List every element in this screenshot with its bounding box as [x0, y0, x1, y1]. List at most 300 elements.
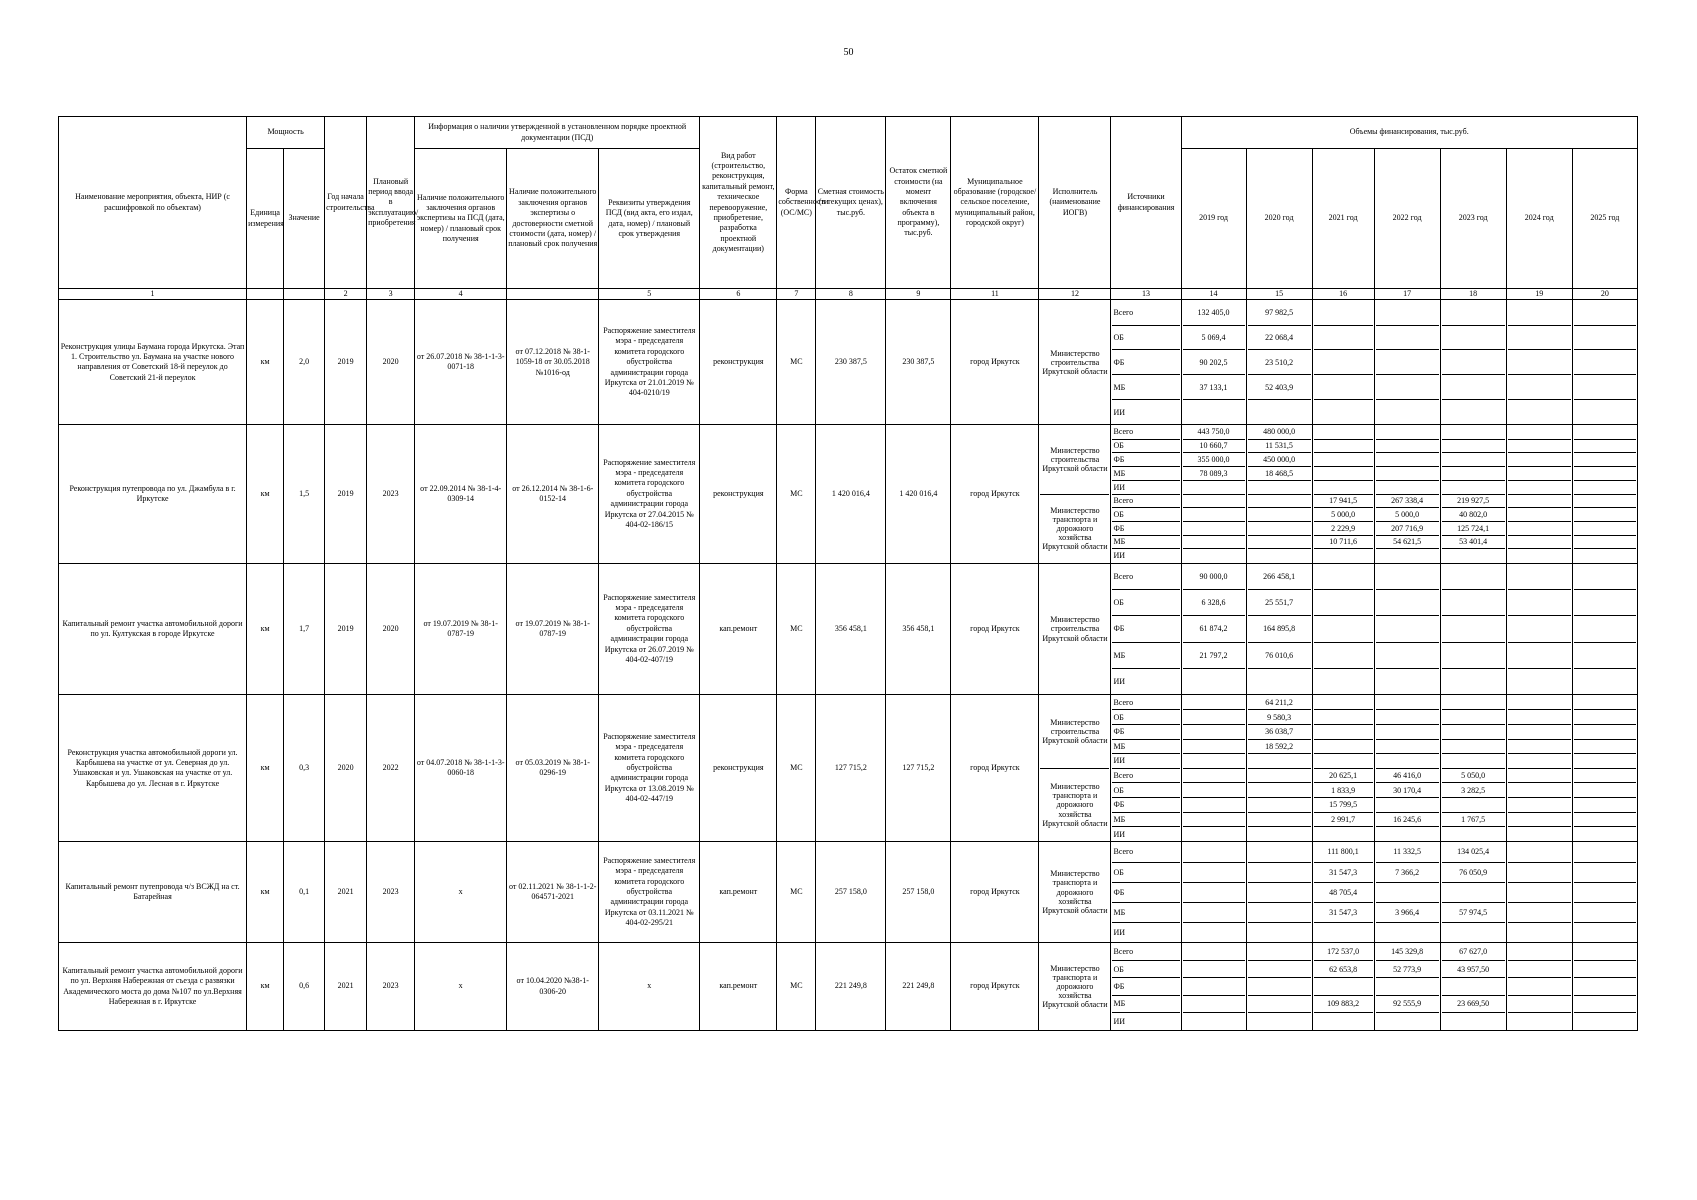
funding-amount	[1183, 695, 1245, 710]
year-funding-cell	[1506, 425, 1572, 563]
funding-amount	[1376, 453, 1439, 467]
year-funding-split	[1314, 695, 1373, 841]
year-funding-cell	[1440, 300, 1506, 425]
funding-amount	[1574, 882, 1636, 902]
sources-cell	[1111, 563, 1181, 695]
funding-amount: 2 229,9	[1314, 521, 1373, 535]
funding-source: МБ	[1112, 535, 1179, 549]
funding-amount: 132 405,0	[1183, 300, 1245, 325]
remaining-cost: 230 387,5	[886, 300, 951, 425]
year-funding-cell	[1572, 563, 1637, 695]
funding-amount	[1183, 668, 1245, 694]
year-funding-cell	[1246, 425, 1312, 563]
year-funding-split	[1314, 300, 1373, 424]
sources-split	[1112, 425, 1179, 562]
executor-split	[1040, 564, 1109, 695]
year-funding-cell	[1506, 695, 1572, 842]
funding-amount	[1376, 668, 1439, 694]
year-funding-cell	[1181, 563, 1246, 695]
funding-amount	[1574, 724, 1636, 739]
funding-amount	[1442, 827, 1505, 842]
cost-conclusion: от 05.03.2019 № 38-1-0296-19	[507, 695, 599, 842]
funding-amount	[1376, 710, 1439, 725]
funding-amount	[1442, 922, 1505, 942]
funding-amount	[1574, 350, 1636, 375]
year-funding-split	[1183, 425, 1245, 562]
year-funding-cell	[1572, 300, 1637, 425]
funding-amount: 78 089,3	[1183, 467, 1245, 481]
funding-source: ФБ	[1112, 978, 1179, 995]
funding-amount	[1442, 375, 1505, 400]
column-number: 8	[816, 289, 886, 300]
funding-amount	[1376, 754, 1439, 769]
funding-amount: 164 895,8	[1248, 616, 1311, 642]
column-number: 3	[367, 289, 415, 300]
funding-amount	[1508, 467, 1571, 481]
funding-amount	[1376, 400, 1439, 425]
funding-amount: 266 458,1	[1248, 564, 1311, 590]
funding-source: ИИ	[1113, 407, 1126, 417]
header-start-year: Год начала строительства	[325, 117, 367, 289]
funding-amount: 5 000,0	[1376, 508, 1439, 522]
funding-amount	[1248, 943, 1311, 960]
project-name: Капитальный ремонт участка автомобильной дороги по ул. Верхняя Набережная от съезда с развязки Академического моста до дома №107 по ул.Верхняя Набережная в г. Иркутске	[59, 943, 247, 1031]
funding-amount	[1314, 642, 1373, 668]
remaining-cost: 356 458,1	[886, 563, 951, 695]
year-funding-cell	[1246, 842, 1312, 943]
funding-amount: 145 329,8	[1376, 943, 1439, 960]
capacity-unit: км	[247, 842, 284, 943]
funding-amount: 125 724,1	[1442, 521, 1505, 535]
funding-amount: 61 874,2	[1183, 616, 1245, 642]
cost-conclusion: от 02.11.2021 № 38-1-1-2-064571-2021	[507, 842, 599, 943]
capacity-value: 0,3	[284, 695, 325, 842]
approval-details: Распоряжение заместителя мэра - председателя комитета городского обустройства администрации города Иркутска от 26.07.2019 № 404-02-407/19	[599, 563, 700, 695]
header-year: 2023 год	[1440, 149, 1506, 289]
municipality: город Иркутск	[951, 563, 1039, 695]
header-year: 2022 год	[1374, 149, 1440, 289]
header-estimated-cost: Сметная стоимость (в текущих ценах), тыс.руб.	[816, 117, 886, 289]
plan-year: 2022	[367, 695, 415, 842]
work-type: реконструкция	[700, 300, 777, 425]
sources-split	[1112, 564, 1179, 695]
capacity-unit: км	[247, 695, 284, 842]
funding-amount	[1376, 425, 1439, 439]
year-funding-split	[1183, 300, 1245, 424]
funding-amount	[1183, 768, 1245, 783]
municipality: город Иркутск	[951, 695, 1039, 842]
funding-amount: 52 403,9	[1248, 375, 1311, 400]
header-value: Значение	[284, 149, 325, 289]
funding-amount	[1248, 842, 1311, 862]
funding-amount	[1508, 783, 1571, 798]
header-municipality: Муниципальное образование (городское/сельское поселение, муниципальный район, городской округ)	[951, 117, 1039, 289]
funding-amount	[1376, 564, 1439, 590]
funding-amount	[1314, 400, 1373, 425]
column-number: 15	[1246, 289, 1312, 300]
column-number	[507, 289, 599, 300]
year-funding-split	[1574, 564, 1636, 695]
funding-amount	[1508, 902, 1571, 922]
funding-source: ИИ	[1113, 829, 1126, 839]
funding-amount: 7 366,2	[1376, 862, 1439, 882]
funding-amount	[1508, 827, 1571, 842]
year-funding-split	[1574, 695, 1636, 841]
funding-amount	[1183, 943, 1245, 960]
executor-cell	[1039, 300, 1111, 425]
funding-amount: 15 799,5	[1314, 797, 1373, 812]
funding-amount	[1574, 300, 1636, 325]
funding-amount	[1183, 922, 1245, 942]
funding-source: МБ	[1112, 642, 1179, 668]
funding-amount: 90 202,5	[1183, 350, 1245, 375]
year-funding-split	[1442, 564, 1505, 695]
funding-source: Всего	[1112, 695, 1179, 710]
executor-name: Министерство строительства Иркутской области	[1040, 695, 1109, 768]
funding-amount	[1314, 300, 1373, 325]
year-funding-cell	[1312, 943, 1374, 1031]
year-funding-cell	[1374, 695, 1440, 842]
funding-amount: 11 332,5	[1376, 842, 1439, 862]
project-row	[59, 300, 1638, 425]
expertise-conclusion: х	[415, 842, 507, 943]
column-number: 9	[886, 289, 951, 300]
funding-amount	[1574, 922, 1636, 942]
funding-amount	[1183, 724, 1245, 739]
funding-amount	[1248, 882, 1311, 902]
funding-source: МБ	[1112, 995, 1179, 1012]
funding-amount	[1508, 453, 1571, 467]
year-funding-cell	[1181, 943, 1246, 1031]
funding-amount	[1442, 797, 1505, 812]
funding-source: ОБ	[1112, 325, 1179, 350]
funding-source: МБ	[1112, 902, 1179, 922]
expertise-conclusion: от 26.07.2018 № 38-1-1-3-0071-18	[415, 300, 507, 425]
estimated-cost: 1 420 016,4	[816, 425, 886, 563]
funding-amount	[1442, 642, 1505, 668]
start-year: 2019	[325, 300, 367, 425]
funding-amount	[1508, 882, 1571, 902]
funding-amount	[1314, 467, 1373, 481]
year-funding-split	[1248, 842, 1311, 942]
header-approval-details: Реквизиты утверждения ПСД (вид акта, его издал, дата, номер) / плановый срок утверждения	[599, 149, 700, 289]
column-number	[284, 289, 325, 300]
year-funding-cell	[1312, 300, 1374, 425]
year-funding-cell	[1312, 425, 1374, 563]
funding-amount	[1508, 943, 1571, 960]
year-funding-split	[1314, 564, 1373, 695]
funding-amount	[1508, 508, 1571, 522]
year-funding-cell	[1312, 695, 1374, 842]
year-funding-cell	[1572, 695, 1637, 842]
funding-source: МБ	[1112, 739, 1179, 754]
funding-amount	[1508, 724, 1571, 739]
funding-amount	[1574, 827, 1636, 842]
project-row	[59, 563, 1638, 695]
funding-amount	[1183, 400, 1245, 425]
project-name: Реконструкция улицы Баумана города Иркутска. Этап 1. Строительство ул. Баумана на участке нового направления от Советский 18-й переулок до Советский 21-й переулок	[59, 300, 247, 425]
funding-amount	[1248, 768, 1311, 783]
executor-cell	[1039, 563, 1111, 695]
start-year: 2021	[325, 943, 367, 1031]
funding-amount	[1376, 467, 1439, 481]
funding-source: МБ	[1112, 375, 1179, 400]
cost-conclusion: от 10.04.2020 №38-1-0306-20	[507, 943, 599, 1031]
funding-amount: 36 038,7	[1248, 724, 1311, 739]
funding-amount	[1442, 564, 1505, 590]
year-funding-split	[1442, 695, 1505, 841]
funding-amount	[1248, 783, 1311, 798]
year-funding-split	[1183, 842, 1245, 942]
executor-cell	[1039, 943, 1111, 1031]
funding-amount	[1574, 494, 1636, 508]
funding-amount	[1183, 494, 1245, 508]
header-year: 2021 год	[1312, 149, 1374, 289]
year-funding-split	[1442, 425, 1505, 562]
funding-amount	[1508, 768, 1571, 783]
funding-source: ОБ	[1112, 783, 1179, 798]
funding-amount	[1183, 710, 1245, 725]
funding-amount	[1508, 797, 1571, 812]
executor-name: Министерство транспорта и дорожного хозяйства Иркутской области	[1042, 963, 1108, 1010]
year-funding-cell	[1246, 300, 1312, 425]
funding-amount: 52 773,9	[1376, 961, 1439, 978]
year-funding-cell	[1246, 943, 1312, 1031]
funding-amount	[1314, 439, 1373, 453]
year-funding-split	[1183, 695, 1245, 841]
municipality: город Иркутск	[951, 943, 1039, 1031]
cost-conclusion: от 26.12.2014 № 38-1-6-0152-14	[507, 425, 599, 563]
funding-amount	[1442, 425, 1505, 439]
funding-amount	[1376, 797, 1439, 812]
header-plan-period: Плановый период ввода в эксплуатацию/приобретения	[367, 117, 415, 289]
column-number: 4	[415, 289, 507, 300]
header-sources: Источники финансирования	[1111, 117, 1181, 289]
funding-amount	[1574, 508, 1636, 522]
year-funding-split	[1574, 425, 1636, 562]
column-number: 18	[1440, 289, 1506, 300]
year-funding-split	[1314, 842, 1373, 942]
funding-amount	[1508, 862, 1571, 882]
column-number: 12	[1039, 289, 1111, 300]
funding-source: ОБ	[1112, 590, 1179, 616]
column-number: 13	[1111, 289, 1181, 300]
year-funding-cell	[1506, 842, 1572, 943]
remaining-cost: 127 715,2	[886, 695, 951, 842]
funding-amount: 23 669,50	[1442, 995, 1505, 1012]
funding-amount	[1314, 695, 1373, 710]
funding-amount: 40 802,0	[1442, 508, 1505, 522]
funding-amount	[1574, 978, 1636, 995]
funding-amount	[1248, 508, 1311, 522]
funding-amount	[1376, 480, 1439, 494]
funding-amount	[1574, 754, 1636, 769]
funding-amount	[1574, 862, 1636, 882]
plan-year: 2023	[367, 842, 415, 943]
executor-split	[1040, 695, 1109, 841]
year-funding-split	[1442, 943, 1505, 1030]
header-remaining-cost: Остаток сметной стоимости (на момент включения объекта в программу), тыс.руб.	[886, 117, 951, 289]
funding-amount	[1574, 842, 1636, 862]
year-funding-split	[1248, 300, 1311, 424]
funding-amount	[1183, 812, 1245, 827]
capacity-value: 1,7	[284, 563, 325, 695]
funding-amount	[1508, 564, 1571, 590]
funding-amount	[1248, 754, 1311, 769]
approval-details: Распоряжение заместителя мэра - председателя комитета городского обустройства администрации города Иркутска от 03.11.2021 № 404-02-295/21	[599, 842, 700, 943]
funding-source: ФБ	[1112, 521, 1179, 535]
funding-amount: 450 000,0	[1248, 453, 1311, 467]
funding-amount	[1508, 695, 1571, 710]
expertise-conclusion: х	[415, 943, 507, 1031]
funding-amount: 5 050,0	[1442, 768, 1505, 783]
funding-source: ФБ	[1112, 616, 1179, 642]
funding-amount	[1442, 480, 1505, 494]
column-number: 7	[777, 289, 816, 300]
funding-amount	[1508, 535, 1571, 549]
year-funding-split	[1183, 564, 1245, 695]
funding-amount: 11 531,5	[1248, 439, 1311, 453]
sources-split	[1112, 695, 1179, 841]
ownership-form: МС	[777, 842, 816, 943]
expertise-conclusion: от 19.07.2019 № 38-1-0787-19	[415, 563, 507, 695]
funding-amount: 46 416,0	[1376, 768, 1439, 783]
year-funding-cell	[1374, 842, 1440, 943]
funding-amount	[1574, 943, 1636, 960]
funding-amount	[1183, 1013, 1245, 1030]
year-funding-cell	[1440, 695, 1506, 842]
funding-amount	[1442, 1013, 1505, 1030]
funding-amount: 31 547,3	[1314, 902, 1373, 922]
capacity-value: 1,5	[284, 425, 325, 563]
remaining-cost: 1 420 016,4	[886, 425, 951, 563]
funding-amount	[1314, 978, 1373, 995]
year-funding-split	[1574, 943, 1636, 1030]
year-funding-cell	[1572, 425, 1637, 563]
funding-amount	[1314, 375, 1373, 400]
estimated-cost: 230 387,5	[816, 300, 886, 425]
capacity-value: 0,6	[284, 943, 325, 1031]
funding-amount	[1248, 400, 1311, 425]
year-funding-split	[1376, 564, 1439, 695]
funding-amount	[1574, 425, 1636, 439]
work-type: кап.ремонт	[700, 563, 777, 695]
funding-amount	[1314, 754, 1373, 769]
capacity-value: 0,1	[284, 842, 325, 943]
funding-amount	[1508, 812, 1571, 827]
funding-amount: 53 401,4	[1442, 535, 1505, 549]
funding-amount	[1248, 827, 1311, 842]
year-funding-cell	[1440, 563, 1506, 695]
sources-cell	[1111, 695, 1181, 842]
funding-amount	[1248, 494, 1311, 508]
funding-amount	[1508, 400, 1571, 425]
funding-source: ИИ	[1113, 1016, 1126, 1026]
header-cost-conclusion: Наличие положительного заключения органов экспертизы о достоверности сметной стоимости (дата, номер) / плановый срок получения	[507, 149, 599, 289]
funding-source: ОБ	[1112, 961, 1179, 978]
executor-name: Министерство транспорта и дорожного хозяйства Иркутской области	[1042, 782, 1108, 828]
start-year: 2020	[325, 695, 367, 842]
project-name: Реконструкция участка автомобильной дороги ул. Карбышева на участке от ул. Северная до ул. Ушаковская и ул. Ушаковская на участке от ул. Карбышева до ул. Лесная в г. Иркутске	[59, 695, 247, 842]
year-funding-cell	[1506, 300, 1572, 425]
sources-split	[1112, 842, 1179, 942]
funding-source: ОБ	[1112, 862, 1179, 882]
funding-amount	[1574, 902, 1636, 922]
page-number: 50	[843, 47, 854, 58]
capacity-unit: км	[247, 300, 284, 425]
funding-amount: 31 547,3	[1314, 862, 1373, 882]
funding-amount	[1248, 902, 1311, 922]
sources-cell	[1111, 300, 1181, 425]
year-funding-cell	[1374, 563, 1440, 695]
ownership-form: МС	[777, 300, 816, 425]
funding-amount	[1314, 425, 1373, 439]
funding-amount	[1314, 710, 1373, 725]
funding-amount	[1442, 978, 1505, 995]
funding-amount: 48 705,4	[1314, 882, 1373, 902]
funding-amount	[1442, 325, 1505, 350]
year-funding-cell	[1181, 695, 1246, 842]
header-positive-conclusion: Наличие положительного заключения органов экспертизы на ПСД (дата, номер) / плановый срок получения	[415, 149, 507, 289]
funding-source: Всего	[1112, 768, 1179, 783]
column-number: 16	[1312, 289, 1374, 300]
year-funding-split	[1442, 842, 1505, 942]
column-numbers-row	[59, 289, 1638, 300]
funding-amount	[1314, 739, 1373, 754]
project-row	[59, 943, 1638, 1031]
funding-amount	[1183, 862, 1245, 882]
funding-amount: 20 625,1	[1314, 768, 1373, 783]
year-funding-cell	[1506, 563, 1572, 695]
work-type: реконструкция	[700, 695, 777, 842]
funding-amount: 22 068,4	[1248, 325, 1311, 350]
funding-amount	[1248, 797, 1311, 812]
funding-amount	[1314, 480, 1373, 494]
executor-name: Министерство транспорта и дорожного хозяйства Иркутской области	[1042, 869, 1108, 916]
funding-amount: 1 833,9	[1314, 783, 1373, 798]
funding-amount	[1574, 1013, 1636, 1030]
year-funding-cell	[1572, 943, 1637, 1031]
funding-amount	[1442, 754, 1505, 769]
year-funding-cell	[1440, 943, 1506, 1031]
funding-amount	[1376, 1013, 1439, 1030]
executor-name: Министерство строительства Иркутской области	[1040, 425, 1109, 494]
sources-cell	[1111, 943, 1181, 1031]
funding-amount	[1442, 400, 1505, 425]
funding-source: Всего	[1112, 494, 1179, 508]
funding-source: ОБ	[1112, 439, 1179, 453]
year-funding-cell	[1572, 842, 1637, 943]
funding-amount: 355 000,0	[1183, 453, 1245, 467]
ownership-form: МС	[777, 425, 816, 563]
funding-amount	[1574, 995, 1636, 1012]
year-funding-split	[1376, 943, 1439, 1030]
project-row	[59, 425, 1638, 563]
funding-amount	[1574, 695, 1636, 710]
plan-year: 2020	[367, 300, 415, 425]
funding-amount	[1248, 668, 1311, 694]
funding-amount	[1376, 549, 1439, 563]
executor-name: Министерство строительства Иркутской области	[1042, 615, 1108, 643]
year-funding-split	[1508, 425, 1571, 562]
funding-amount	[1508, 668, 1571, 694]
year-funding-split	[1508, 695, 1571, 841]
executor-cell	[1039, 425, 1111, 563]
funding-amount: 76 050,9	[1442, 862, 1505, 882]
funding-amount: 18 468,5	[1248, 467, 1311, 481]
funding-amount: 1 767,5	[1442, 812, 1505, 827]
funding-amount: 54 621,5	[1376, 535, 1439, 549]
